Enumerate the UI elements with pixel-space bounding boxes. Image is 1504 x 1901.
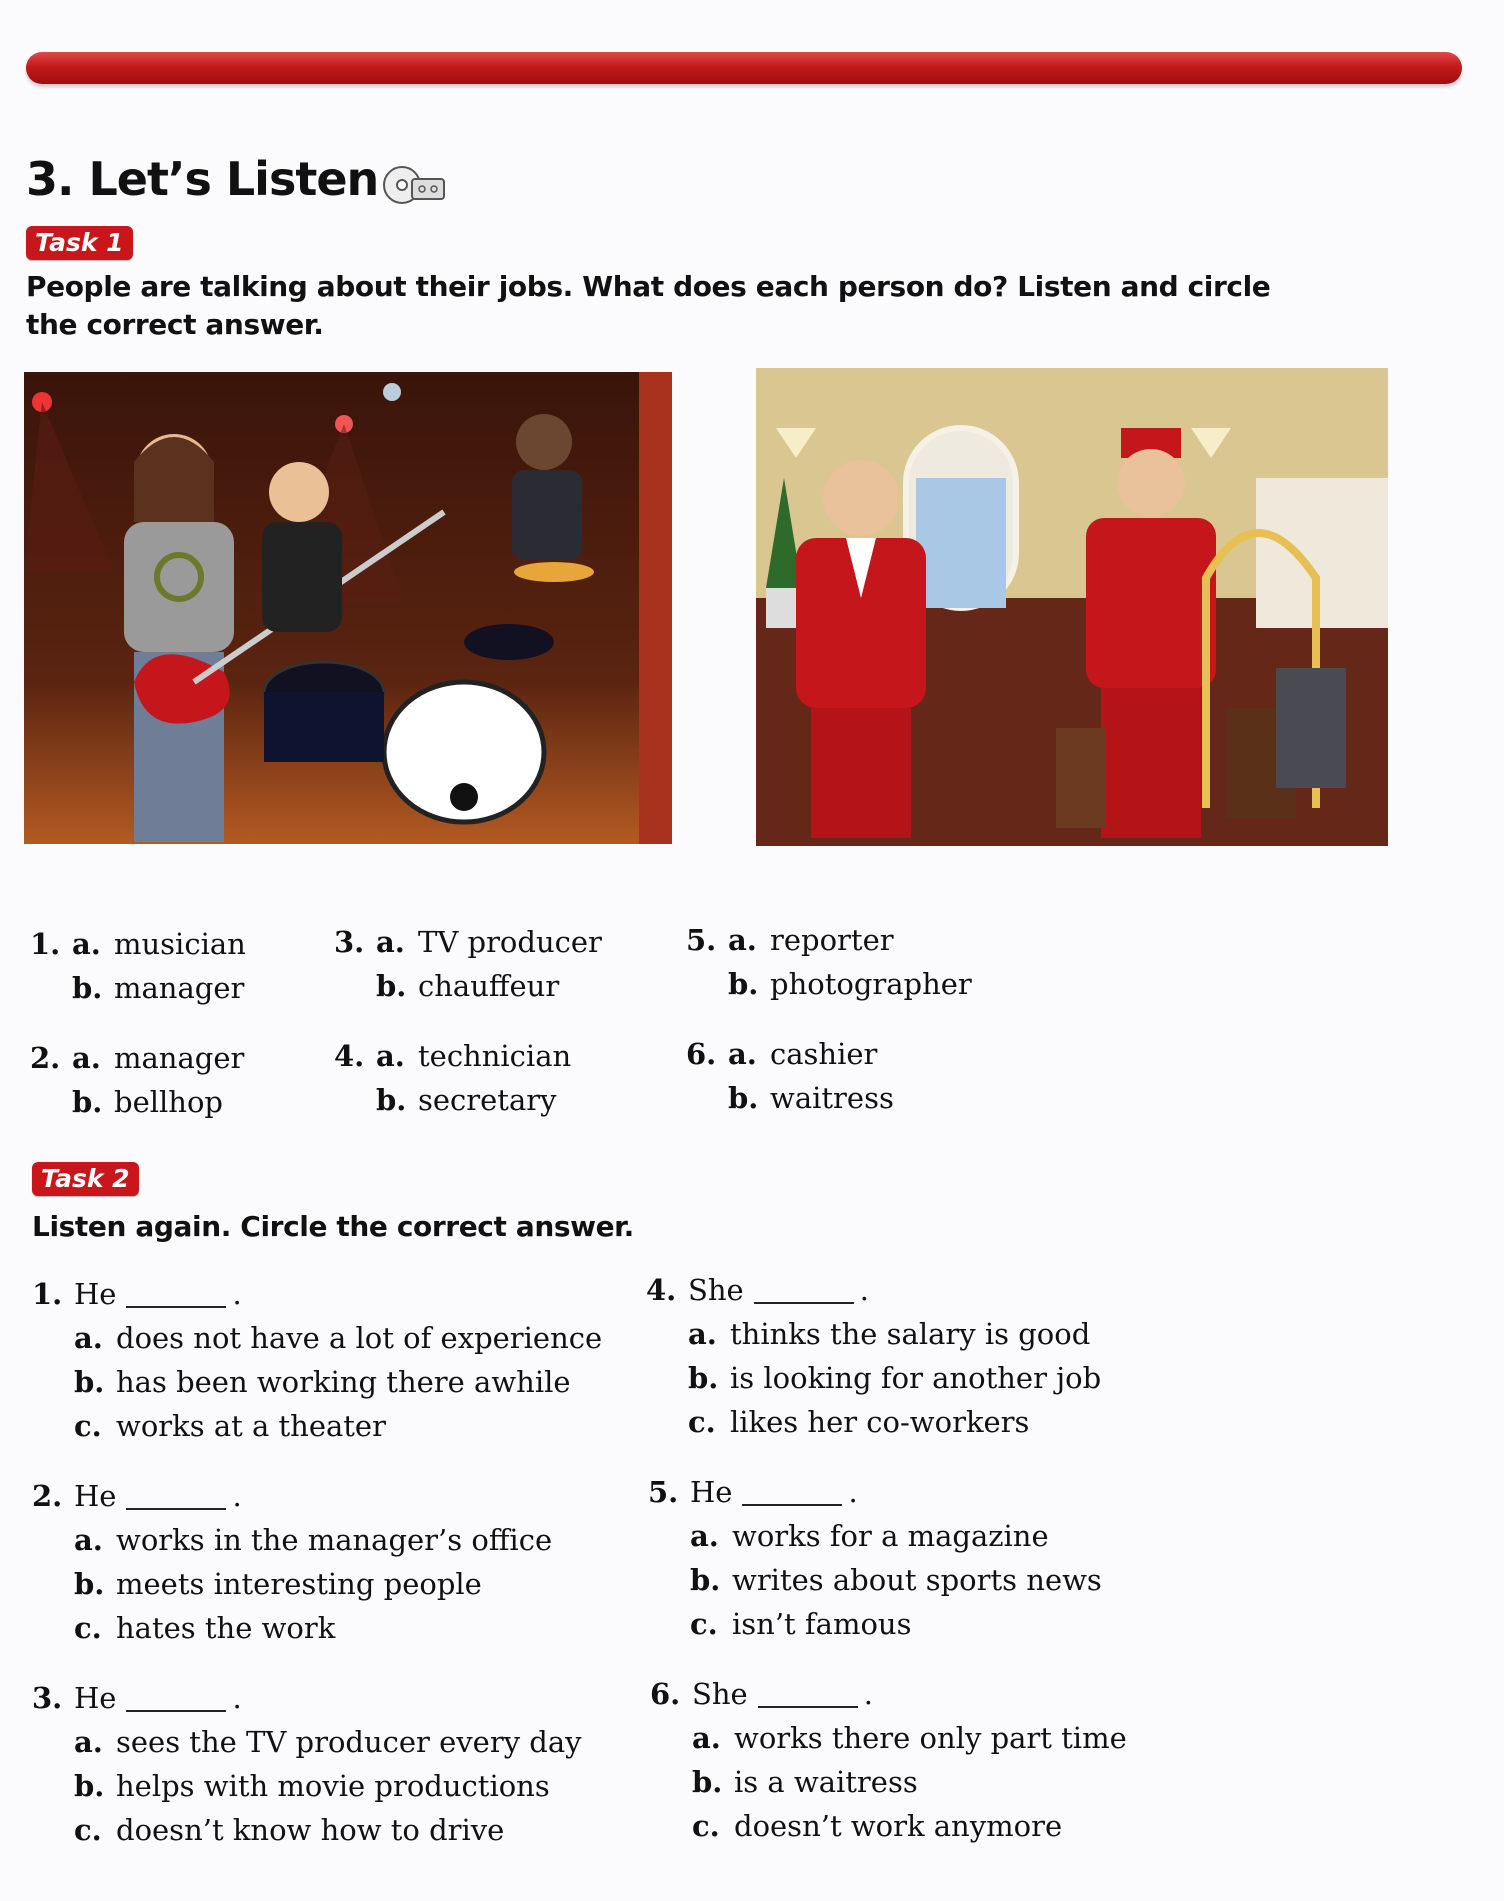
task1-instruction-line2: the correct answer. (26, 308, 324, 341)
task1-instruction-line1: People are talking about their jobs. What does each person do? Listen and circle (26, 270, 1271, 303)
header-red-band (26, 52, 1462, 84)
option-text[interactable]: is a waitress (734, 1765, 918, 1799)
option-text[interactable]: has been working there awhile (116, 1365, 571, 1399)
answer-blank (126, 1680, 226, 1712)
option-text[interactable]: technician (418, 1039, 572, 1073)
task2-instruction: Listen again. Circle the correct answer. (32, 1210, 634, 1243)
option-text[interactable]: musician (114, 927, 246, 961)
option-text[interactable]: hates the work (116, 1611, 336, 1645)
answer-blank (126, 1478, 226, 1510)
option-text[interactable]: secretary (418, 1083, 557, 1117)
option-text[interactable]: sees the TV producer every day (116, 1725, 582, 1759)
option-text[interactable]: works in the manager’s office (116, 1523, 553, 1557)
option-text[interactable]: TV producer (418, 925, 602, 959)
option-text[interactable]: meets interesting people (116, 1567, 482, 1601)
option-text[interactable]: doesn’t know how to drive (116, 1813, 505, 1847)
section-title: 3. Let’s Listen (26, 152, 379, 206)
option-text[interactable]: is looking for another job (730, 1361, 1102, 1395)
answer-blank (742, 1474, 842, 1506)
option-text[interactable]: chauffeur (418, 969, 560, 1003)
option-text[interactable]: isn’t famous (732, 1607, 912, 1641)
option-text[interactable]: works there only part time (734, 1721, 1127, 1755)
answer-blank (754, 1272, 854, 1304)
option-text[interactable]: manager (114, 971, 245, 1005)
option-text[interactable]: photographer (770, 967, 972, 1001)
option-text[interactable]: waitress (770, 1081, 894, 1115)
option-text[interactable]: works for a magazine (732, 1519, 1049, 1553)
task1-badge: Task 1 (26, 226, 133, 260)
option-text[interactable]: reporter (770, 923, 894, 957)
option-text[interactable]: writes about sports news (732, 1563, 1102, 1597)
cd-icon (382, 165, 448, 205)
option-text[interactable]: manager (114, 1041, 245, 1075)
option-text[interactable]: bellhop (114, 1085, 223, 1119)
option-text[interactable]: likes her co-workers (730, 1405, 1030, 1439)
band-illustration (24, 372, 672, 844)
option-text[interactable]: helps with movie productions (116, 1769, 550, 1803)
task2-badge: Task 2 (32, 1162, 139, 1196)
option-text[interactable]: works at a theater (116, 1409, 386, 1443)
answer-blank (126, 1276, 226, 1308)
option-text[interactable]: cashier (770, 1037, 878, 1071)
option-text[interactable]: does not have a lot of experience (116, 1321, 603, 1355)
answer-blank (758, 1676, 858, 1708)
option-text[interactable]: doesn’t work anymore (734, 1809, 1063, 1843)
hotel-illustration (756, 368, 1388, 846)
option-text[interactable]: thinks the salary is good (730, 1317, 1091, 1351)
